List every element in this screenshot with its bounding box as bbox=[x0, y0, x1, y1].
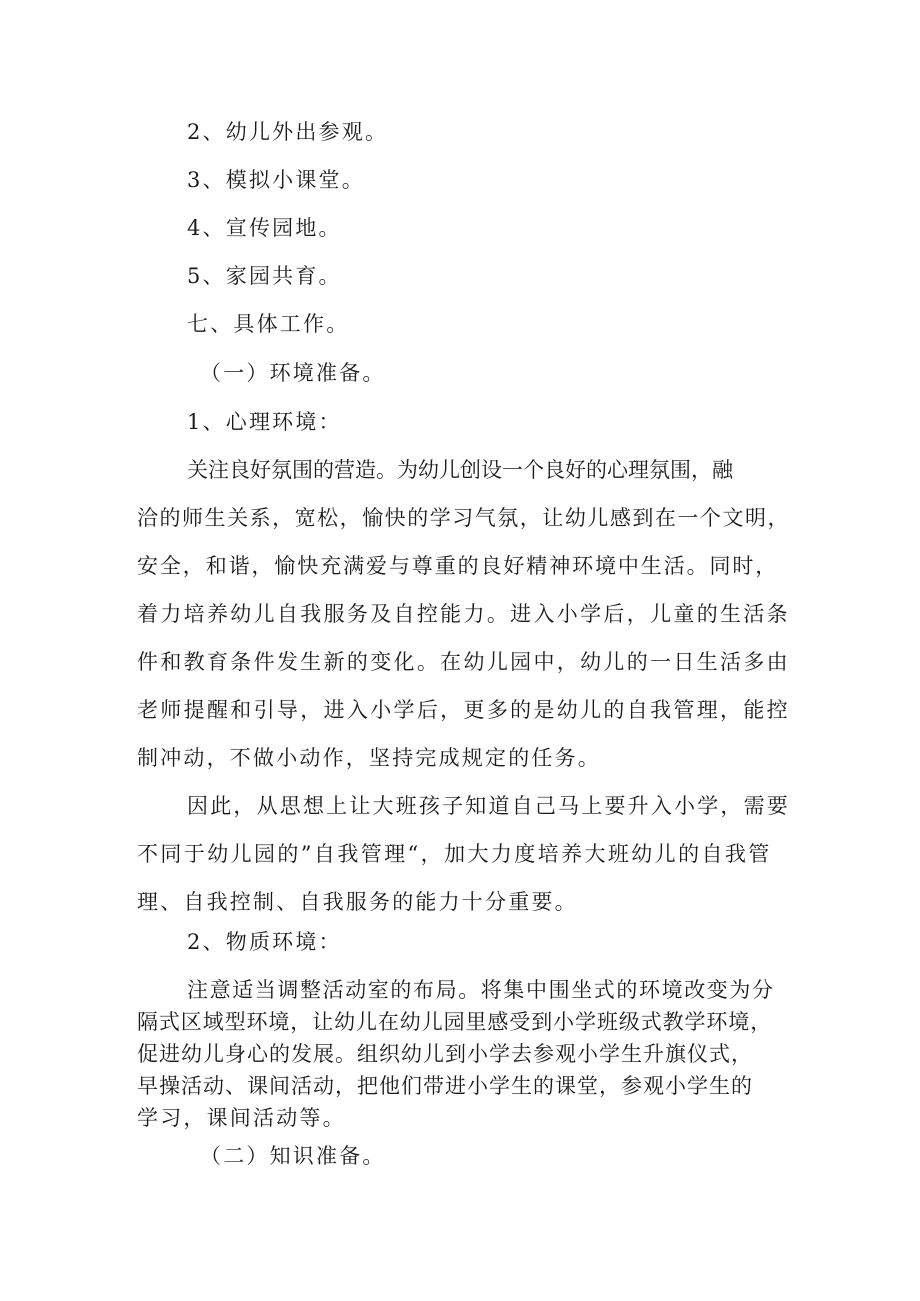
list-item: 5、家园共育。 bbox=[187, 264, 342, 288]
paragraph-line: 隔式区域型环境，让幼儿在幼儿园里感受到小学班级式教学环境， bbox=[137, 1010, 773, 1034]
list-item: 2、幼儿外出参观。 bbox=[187, 120, 389, 144]
list-item: 4、宣传园地。 bbox=[187, 216, 342, 240]
paragraph-line: 安全，和谐，愉快充满爱与尊重的良好精神环境中生活。同时， bbox=[137, 554, 779, 578]
item-heading-psychological-environment: 1、心理环境： bbox=[187, 410, 342, 434]
paragraph-line: 洽的师生关系，宽松，愉快的学习气氛，让幼儿感到在一个文明， bbox=[137, 506, 790, 530]
subsection-heading-knowledge: （二）知识准备。 bbox=[200, 1144, 386, 1168]
paragraph-line: 理、自我控制、自我服务的能力十分重要。 bbox=[137, 890, 578, 914]
paragraph-line: 不同于幼儿园的”自我管理“，加大力度培养大班幼儿的自我管 bbox=[137, 842, 772, 866]
paragraph-line: 关注良好氛围的营造。为幼儿创设一个良好的心理氛围，融 bbox=[187, 458, 733, 482]
paragraph-line: 件和教育条件发生新的变化。在幼儿园中，幼儿的一日生活多由 bbox=[137, 650, 790, 674]
subsection-heading-environment: （一）环境准备。 bbox=[200, 361, 386, 385]
paragraph-line: 老师提醒和引导，进入小学后，更多的是幼儿的自我管理，能控 bbox=[137, 698, 790, 722]
list-item: 3、模拟小课堂。 bbox=[187, 168, 365, 192]
paragraph-line: 注意适当调整活动室的布局。将集中围坐式的环境改变为分 bbox=[187, 978, 775, 1002]
paragraph-line: 因此，从思想上让大班孩子知道自己马上要升入小学，需要 bbox=[187, 794, 790, 818]
paragraph-line: 着力培养幼儿自我服务及自控能力。进入小学后，儿童的生活条 bbox=[137, 602, 790, 626]
section-heading-seven: 七、具体工作。 bbox=[187, 312, 350, 336]
paragraph-line: 学习，课间活动等。 bbox=[137, 1106, 346, 1130]
item-heading-material-environment: 2、物质环境： bbox=[187, 930, 342, 954]
paragraph-line: 促进幼儿身心的发展。组织幼儿到小学去参观小学生升旗仪式， bbox=[137, 1042, 753, 1066]
paragraph-line: 早操活动、课间活动，把他们带进小学生的课堂，参观小学生的 bbox=[137, 1074, 753, 1098]
paragraph-line: 制冲动，不做小动作，坚持完成规定的任务。 bbox=[137, 746, 601, 770]
